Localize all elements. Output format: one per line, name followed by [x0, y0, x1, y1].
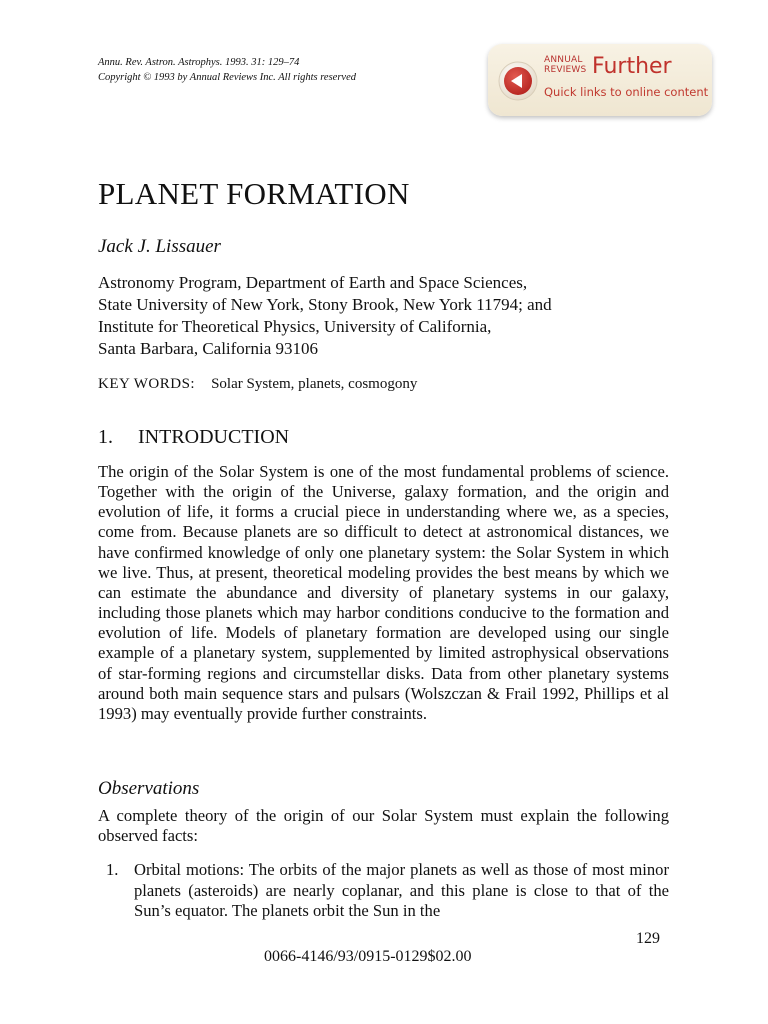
price-code: 0066-4146/93/0915-0129$02.00 [264, 948, 472, 965]
observed-facts-list [98, 860, 669, 922]
annual-label: ANNUAL [544, 55, 583, 65]
affiliation-line: State University of New York, Stony Brook, New York 11794; and [98, 295, 552, 314]
journal-citation-line: Annu. Rev. Astron. Astrophys. 1993. 31: 129–74 [98, 57, 300, 68]
affiliation-line: Santa Barbara, California 93106 [98, 339, 318, 358]
article-title: PLANET FORMATION [98, 176, 410, 211]
copyright-line: Copyright © 1993 by Annual Reviews Inc. All rights reserved [98, 72, 356, 83]
page-number: 129 [636, 930, 660, 947]
keywords-label: KEY WORDS: [98, 376, 196, 392]
affiliation-line: Institute for Theoretical Physics, University of California, [98, 317, 492, 336]
further-title: Further [592, 54, 672, 79]
affiliation-line: Astronomy Program, Department of Earth and Space Sciences, [98, 273, 528, 292]
keywords [98, 376, 417, 393]
annual-reviews-wordmark [544, 56, 586, 75]
author-name: Jack J. Lissauer [98, 236, 221, 257]
section-heading [98, 426, 289, 449]
further-subtitle: Quick links to online content [544, 85, 709, 99]
list-item-text: Orbital motions: The orbits of the major planets as well as those of most minor planets (asteroids) are nearly coplanar, and this plane is close to that of the Sun’s equator. The planets orbit the Sun in the [134, 860, 669, 920]
list-item [98, 860, 669, 922]
reviews-label: REVIEWS [544, 64, 587, 75]
annual-reviews-further-badge[interactable] [488, 44, 712, 116]
list-item-number: 1. [106, 860, 119, 879]
section-number: 1. [98, 426, 113, 448]
paragraph-text: The origin of the Solar System is one of the most fundamental problems of science. Together with the origin of the Universe, galaxy formation, and the origin and evolution of life, it forms a crucial piece in understanding where we, as a species, come from. Because planets are so difficult to detect at astronomical distances, we have confirmed knowledge of only one planetary system: the Solar System in which we live. Thus, at present, theoretical modeling provides the best means by which we can estimate the abundance and diversity of planetary systems in our galaxy, including those planets which may harbor conditions conducive to the formation and evolution of life. Models of planetary formation are developed using our single example of a planetary system, supplemented by limited astrophysical observations of star-forming regions and circumstellar disks. Data from other planetary systems around both main sequence stars and pulsars (Wolszczan & Frail 1992, Phillips et al 1993) may eventually provide further constraints. [98, 462, 669, 723]
section-title: INTRODUCTION [138, 426, 290, 448]
introduction-paragraph [98, 462, 669, 724]
observations-paragraph: A complete theory of the origin of our Solar System must explain the following observed facts: [98, 806, 669, 846]
journal-citation [98, 55, 356, 85]
author-affiliation [98, 272, 552, 360]
keywords-list: Solar System, planets, cosmogony [211, 376, 418, 392]
play-arrow-icon [498, 61, 538, 101]
subsection-heading: Observations [98, 778, 200, 799]
